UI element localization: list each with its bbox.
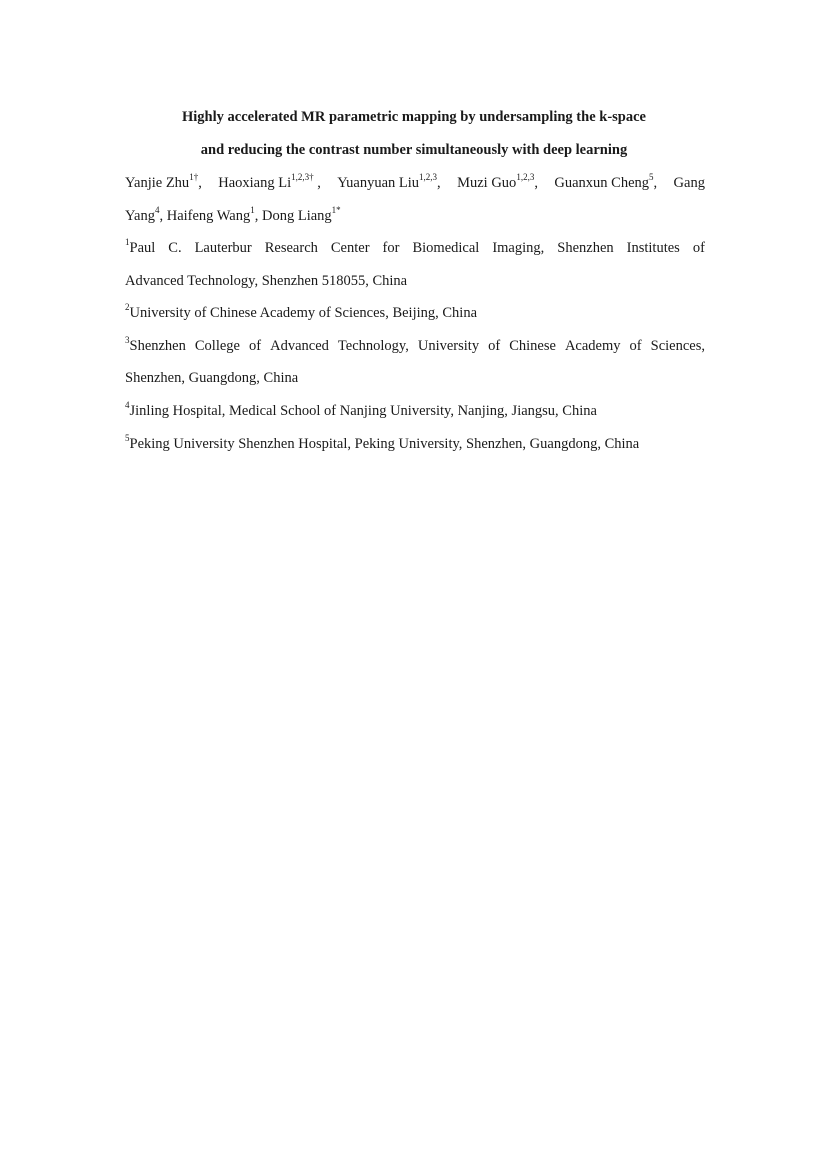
affiliation-word: $^3$Shenzhen xyxy=(125,334,186,354)
author: Yang$^4$, xyxy=(125,204,164,224)
affiliation-word: Sciences, xyxy=(650,337,705,354)
author: Muzi Guo$^{1,2,3}$, xyxy=(457,172,538,191)
affiliation-word: Shenzhen xyxy=(557,240,614,256)
affiliation-word: College xyxy=(194,337,240,354)
author: Gang xyxy=(673,175,705,191)
affiliation-3-line-1 xyxy=(125,330,705,363)
author-line-2 xyxy=(125,200,705,233)
affiliation-word: $^1$Paul xyxy=(125,237,156,256)
affiliation-4: $^4$Jinling Hospital, Medical School of Nanjing University, Nanjing, Jiangsu, China xyxy=(125,400,597,419)
affiliation-2: $^2$University of Chinese Academy of Sciences, Beijing, China xyxy=(125,302,478,322)
affiliation-word: Chinese xyxy=(509,337,556,354)
affiliation-word: of xyxy=(629,337,642,354)
paper-title-line-2: and reducing the contrast number simultaneously with deep learning xyxy=(200,142,628,158)
affiliation-word: Academy xyxy=(564,337,621,354)
affiliation-3-line-2: Shenzhen, Guangdong, China xyxy=(125,370,299,387)
author: Haoxiang $Li^{1,2,3\dagger}$ , xyxy=(218,172,321,191)
affiliation-5: $^5$Peking University Shenzhen Hospital, Peking University, Shenzhen, Guangdong, China xyxy=(125,432,640,452)
affiliation-word: Lauterbur xyxy=(194,240,252,256)
affiliation-word: of xyxy=(488,337,501,354)
affiliation-word: Institutes xyxy=(626,240,680,256)
affiliation-word: Imaging, xyxy=(492,240,545,256)
author: Yuanyuan Liu$^{1,2,3}$, xyxy=(337,172,441,191)
affiliation-word: Technology, xyxy=(337,337,409,354)
author: Haifeng Wang$^1$, xyxy=(166,204,259,224)
affiliation-word: of xyxy=(249,337,262,354)
author: Dong Liang$^{1*}$ xyxy=(262,204,341,224)
affiliation-word: of xyxy=(692,240,705,256)
affiliation-word: University xyxy=(417,337,480,354)
affiliation-word: for xyxy=(382,240,400,256)
author: Guanxun Cheng$^5$, xyxy=(554,172,658,191)
author-list xyxy=(125,167,705,232)
author-line-1 xyxy=(125,167,705,200)
affiliation-word: C. xyxy=(168,240,182,256)
affiliation-list xyxy=(125,232,705,460)
affiliation-word: Biomedical xyxy=(412,240,480,256)
affiliation-word: Research xyxy=(264,240,318,256)
affiliation-1-line-2: Advanced Technology, Shenzhen 518055, China xyxy=(125,272,408,289)
affiliation-1-line-1 xyxy=(125,232,705,265)
paper-title-line-1: Highly accelerated MR parametric mapping by undersampling the k-space xyxy=(182,109,646,125)
affiliation-word: Center xyxy=(330,240,370,256)
affiliation-word: Advanced xyxy=(270,337,329,354)
author: Yanjie Zhu$^{1\dagger}$, xyxy=(125,172,202,191)
